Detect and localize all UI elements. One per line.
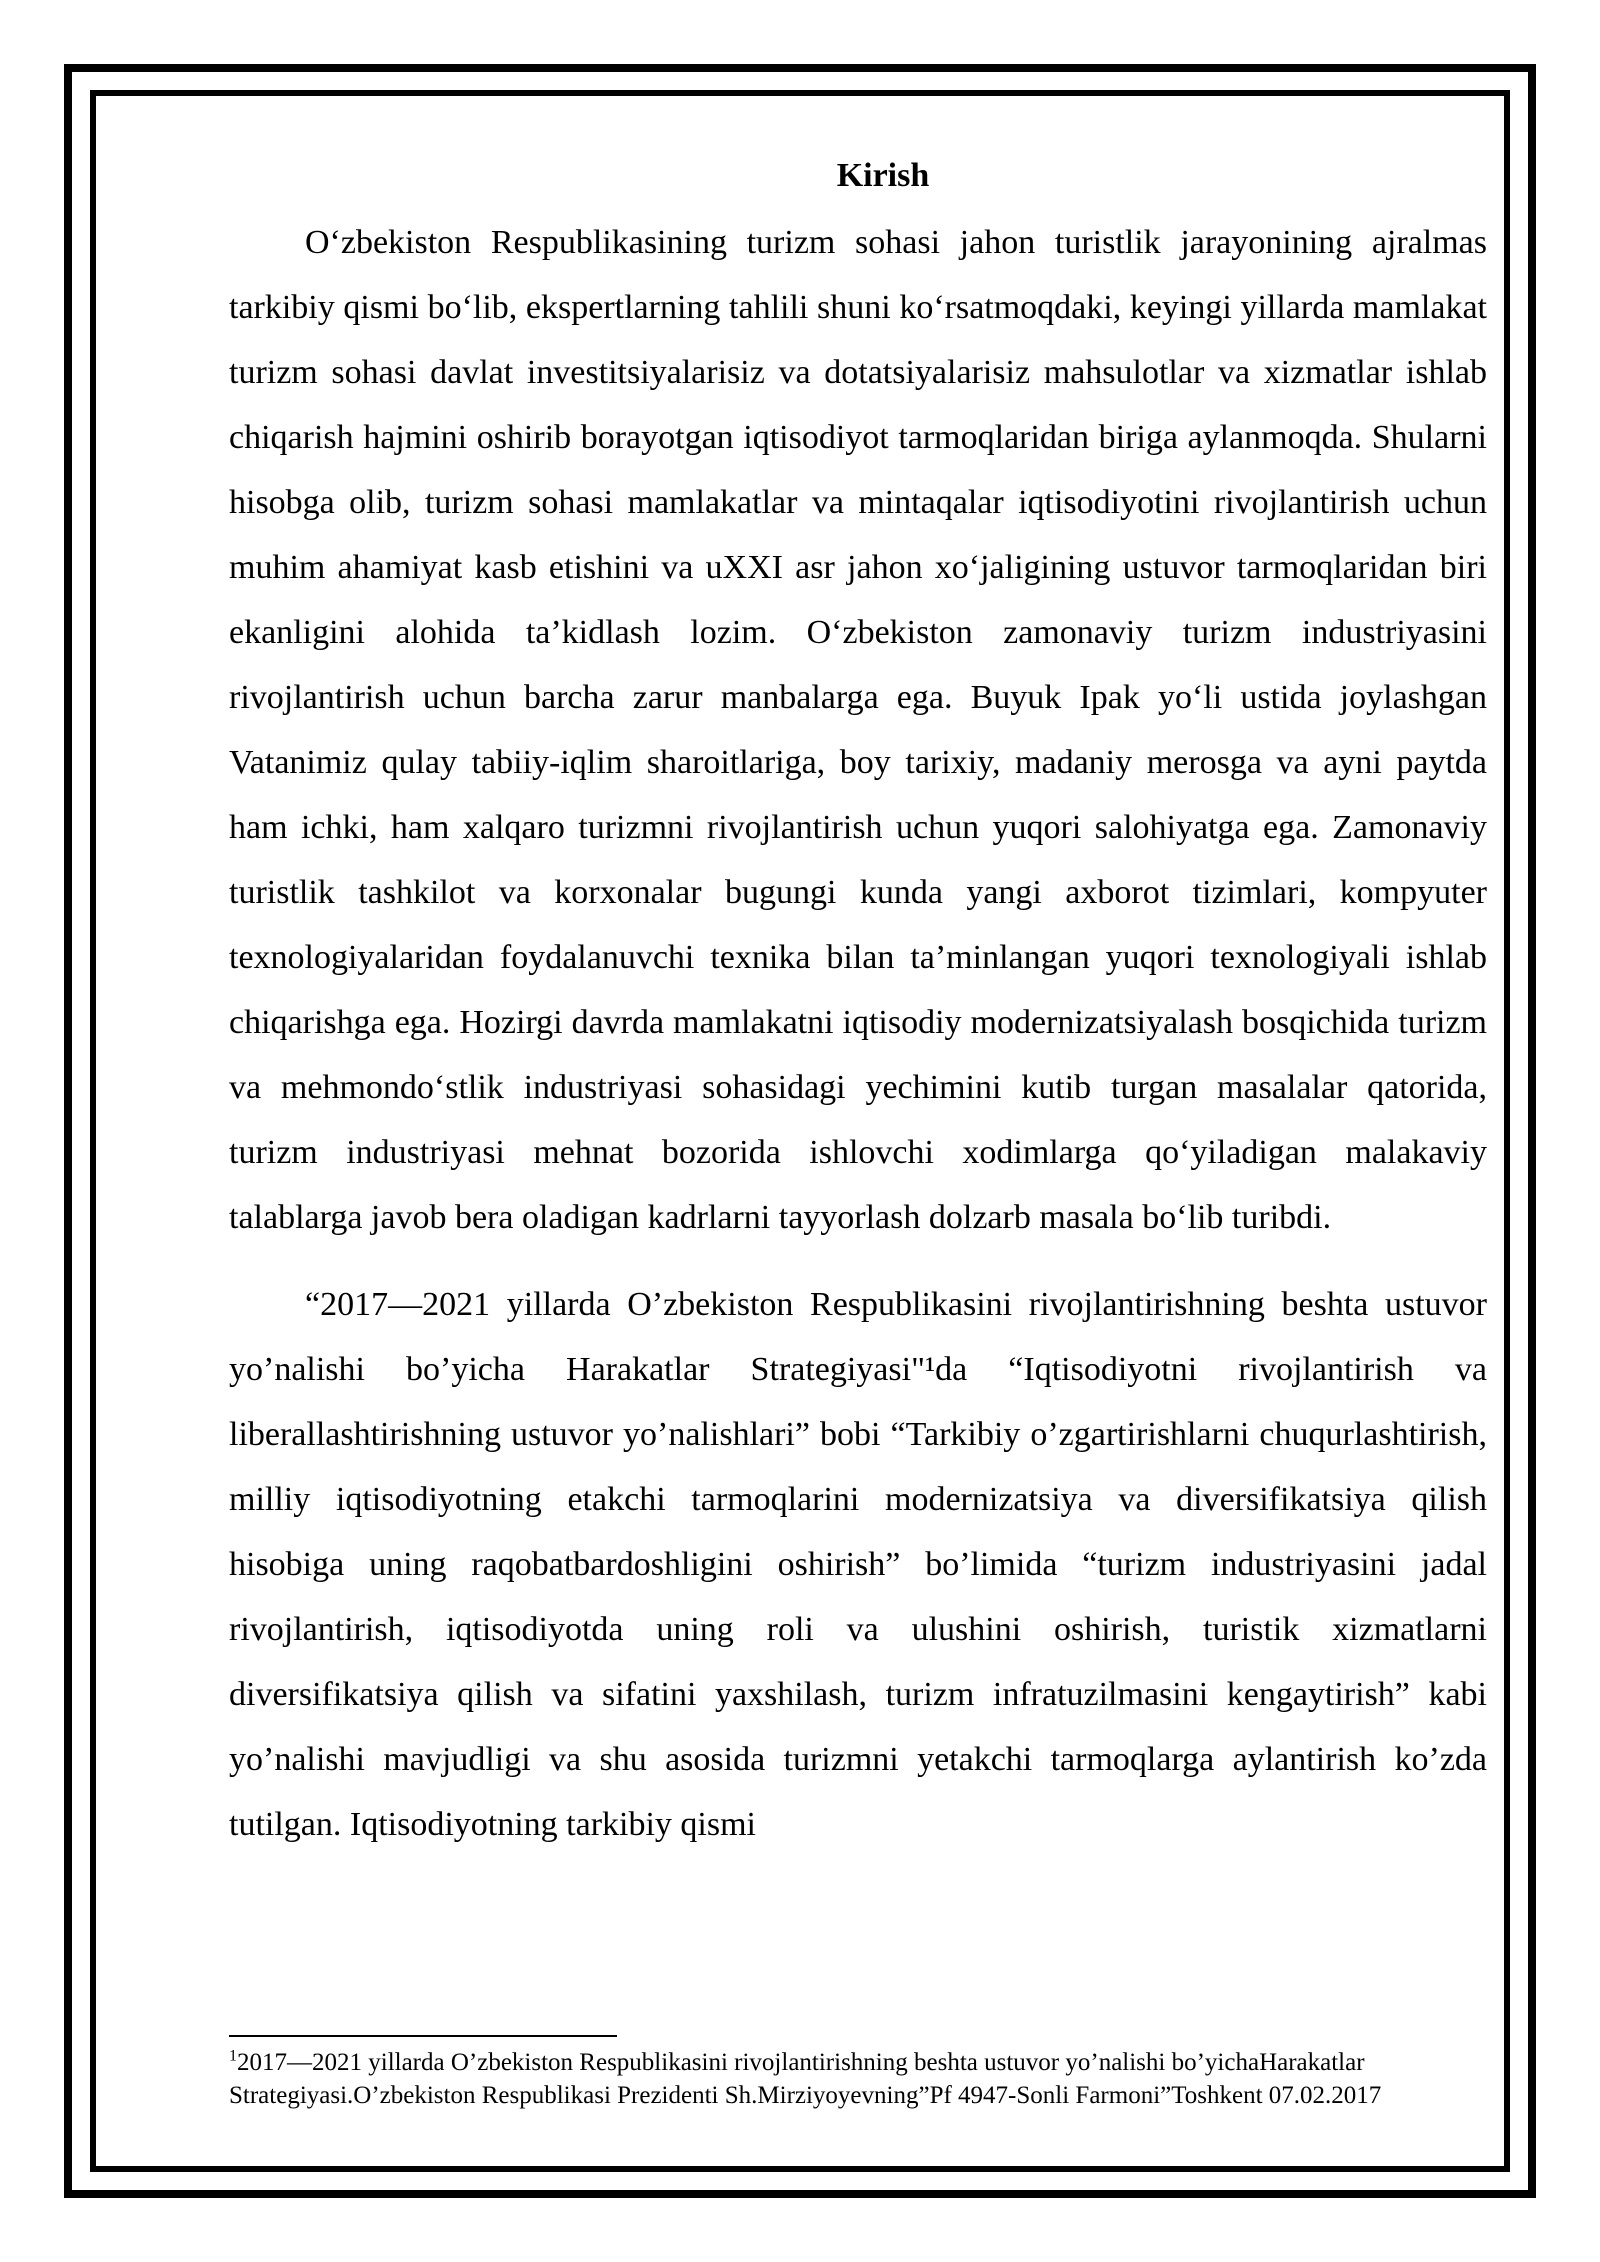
footnote-text: 2017—2021 yillarda O’zbekiston Respublikasini rivojlantirishning beshta ustuvor yo’nalishi bo’yichaHarakatlar Strategiyasi.O’zbekiston Respublikasi Prezidenti Sh.Mirziyoyevning”Pf 4947-Sonli Farmoni”Toshkent 07.02.2017 [229,2049,1382,2109]
footnote-separator [229,2035,617,2037]
footnote [229,2046,1499,2112]
page-title: Kirish [836,157,930,194]
paragraph-intro: O‘zbekiston Respublikasining turizm sohasi jahon turistlik jarayonining ajralmas tarkibiy qismi bo‘lib, ekspertlarning tahlili shuni ko‘rsatmoqdaki, keyingi yillarda mamlakat turizm sohasi davlat investitsiyalarisiz va dotatsiyalarisiz mahsulotlar va xizmatlar ishlab chiqarish hajmini oshirib borayotgan iqtisodiyot tarmoqlaridan biriga aylanmoqda. Shularni hisobga olib, turizm sohasi mamlakatlar va mintaqalar iqtisodiyotini rivojlantirish uchun muhim ahamiyat kasb etishini va uXXI asr jahon xo‘jaligining ustuvor tarmoqlaridan biri ekanligini alohida ta’kidlash lozim. O‘zbekiston zamonaviy turizm industriyasini rivojlantirish uchun barcha zarur manbalarga ega. Buyuk Ipak yo‘li ustida joylashgan Vatanimiz qulay tabiiy-iqlim sharoitlariga, boy tarixiy, madaniy merosga va ayni paytda ham ichki, ham xalqaro turizmni rivojlantirish uchun yuqori salohiyatga ega. Zamonaviy turistlik tashkilot va korxonalar bugungi kunda yangi axborot tizimlari, kompyuter texnologiyalaridan foydalanuvchi texnika bilan ta’minlangan yuqori texnologiyali ishlab chiqarishga ega. Hozirgi davrda mamlakatni iqtisodiy modernizatsiyalash bosqichida turizm va mehmondo‘stlik industriyasi sohasidagi yechimini kutib turgan masalalar qatorida, turizm industriyasi mehnat bozorida ishlovchi xodimlarga qo‘yiladigan malakaviy talablarga javob bera oladigan kadrlarni tayyorlash dolzarb masala bo‘lib turibdi. [229,224,1487,1236]
paragraph-strategy: “2017—2021 yillarda O’zbekiston Respublikasini rivojlantirishning beshta ustuvor yo’nalishi bo’yicha Harakatlar Strategiyasi"¹da “Iqtisodiyotni rivojlantirish va liberallashtirishning ustuvor yo’nalishlari” bobi “Tarkibiy o’zgartirishlarni chuqurlashtirish, milliy iqtisodiyotning etakchi tarmoqlarini modernizatsiya va diversifikatsiya qilish hisobiga uning raqobatbardoshligini oshirish” bo’limida “turizm industriyasini jadal rivojlantirish, iqtisodiyotda uning roli va ulushini oshirish, turistik xizmatlarni diversifikatsiya qilish va sifatini yaxshilash, turizm infratuzilmasini kengaytirish” kabi yo’nalishi mavjudligi va shu asosida turizmni yetakchi tarmoqlarga aylantirish ko’zda tutilgan. Iqtisodiyotning tarkibiy qismi [229,1286,1487,1843]
footnote-marker: 1 [229,2047,237,2065]
document-body [229,146,1487,1857]
